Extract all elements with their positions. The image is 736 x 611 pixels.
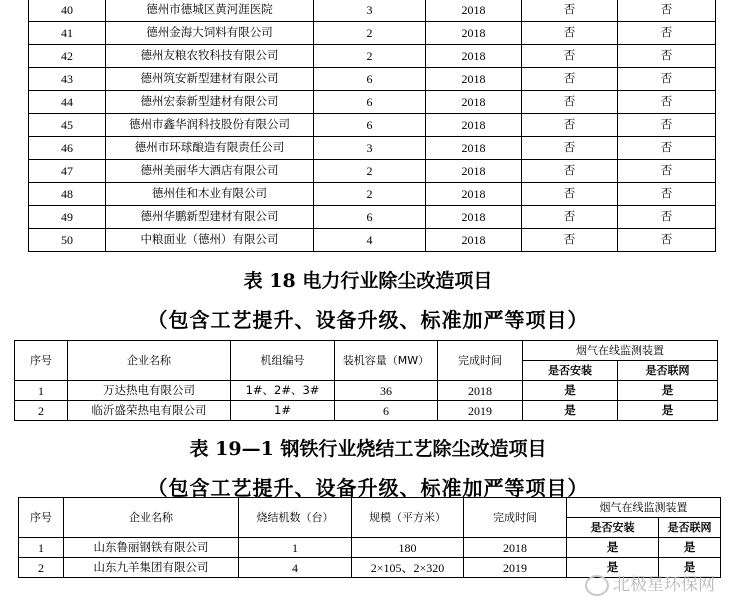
table-cell: 是 xyxy=(618,401,718,421)
header-networked: 是否联网 xyxy=(618,361,718,381)
table-cell: 否 xyxy=(618,22,716,45)
table-cell: 德州筑安新型建材有限公司 xyxy=(106,68,314,91)
table-cell: 1# xyxy=(231,401,335,421)
table-cell: 42 xyxy=(29,45,106,68)
table-cell: 41 xyxy=(29,22,106,45)
header-seq: 序号 xyxy=(19,498,64,538)
table-row xyxy=(29,22,716,45)
watermark xyxy=(585,570,715,596)
table-cell: 4 xyxy=(239,558,352,578)
table-cell: 否 xyxy=(522,114,618,137)
table-18 xyxy=(14,340,718,421)
table-cell: 否 xyxy=(522,206,618,229)
table-cell: 6 xyxy=(335,401,438,421)
table-cell: 否 xyxy=(522,68,618,91)
table-cell: 2 xyxy=(19,558,64,578)
wechat-icon xyxy=(585,575,609,596)
table-row xyxy=(29,137,716,160)
table-cell: 2018 xyxy=(426,45,522,68)
table-cell: 2018 xyxy=(464,538,567,558)
watermark-text: 北极星环保网 xyxy=(613,575,715,595)
table-cell: 2018 xyxy=(426,229,522,252)
table-cell: 2 xyxy=(314,22,426,45)
header-capacity: 装机容量（MW） xyxy=(335,341,438,381)
table-cell: 德州华鹏新型建材有限公司 xyxy=(106,206,314,229)
table-cell: 2018 xyxy=(426,114,522,137)
table-18-title: 表 18 电力行业除尘改造项目 xyxy=(243,270,493,292)
header-scale: 规模（平方米） xyxy=(352,498,464,538)
table-cell: 3 xyxy=(314,137,426,160)
table-row xyxy=(29,45,716,68)
table-cell: 山东鲁丽钢铁有限公司 xyxy=(64,538,239,558)
header-seq: 序号 xyxy=(15,341,68,381)
table-cell: 是 xyxy=(523,381,618,401)
table-cell: 德州佳和木业有限公司 xyxy=(106,183,314,206)
table-cell: 2018 xyxy=(426,22,522,45)
table-cell: 6 xyxy=(314,68,426,91)
table-cell: 否 xyxy=(522,45,618,68)
table-cell: 德州市德城区黄河涯医院 xyxy=(106,0,314,22)
table-row xyxy=(19,538,721,558)
table-row xyxy=(29,160,716,183)
table-cell: 山东九羊集团有限公司 xyxy=(64,558,239,578)
table-cell: 2 xyxy=(15,401,68,421)
table-cell: 1 xyxy=(15,381,68,401)
table-cell: 临沂盛荣热电有限公司 xyxy=(68,401,231,421)
table-cell: 否 xyxy=(618,183,716,206)
table-cell: 2019 xyxy=(464,558,567,578)
table-cell: 45 xyxy=(29,114,106,137)
table-row xyxy=(15,381,718,401)
table-cell: 否 xyxy=(522,22,618,45)
table-cell: 否 xyxy=(618,68,716,91)
header-count: 烧结机数（台） xyxy=(239,498,352,538)
table-cell: 2 xyxy=(314,160,426,183)
table-17-body xyxy=(29,0,716,252)
table-cell: 46 xyxy=(29,137,106,160)
table-row xyxy=(29,68,716,91)
table-cell: 6 xyxy=(314,206,426,229)
table-cell: 2018 xyxy=(426,91,522,114)
table-cell: 2018 xyxy=(426,160,522,183)
table-cell: 否 xyxy=(618,0,716,22)
table-cell: 6 xyxy=(314,114,426,137)
table-cell: 否 xyxy=(522,229,618,252)
table-cell: 否 xyxy=(618,229,716,252)
table-row xyxy=(29,114,716,137)
table-row xyxy=(29,206,716,229)
table-cell: 2018 xyxy=(426,0,522,22)
table-18-body xyxy=(15,381,718,421)
table-cell: 49 xyxy=(29,206,106,229)
header-installed: 是否安装 xyxy=(523,361,618,381)
table-cell: 德州市环球酿造有限责任公司 xyxy=(106,137,314,160)
table-cell: 德州美丽华大酒店有限公司 xyxy=(106,160,314,183)
table-cell: 德州友粮农牧科技有限公司 xyxy=(106,45,314,68)
table-cell: 是 xyxy=(567,558,659,578)
header-monitor: 烟气在线监测装置 xyxy=(567,498,721,518)
table-cell: 2 xyxy=(314,45,426,68)
header-finish: 完成时间 xyxy=(438,341,523,381)
table-cell: 50 xyxy=(29,229,106,252)
table-row xyxy=(15,401,718,421)
header-finish: 完成时间 xyxy=(464,498,567,538)
table-cell: 万达热电有限公司 xyxy=(68,381,231,401)
table-cell: 是 xyxy=(567,538,659,558)
table-cell: 是 xyxy=(523,401,618,421)
table-row xyxy=(29,229,716,252)
table-cell: 2018 xyxy=(426,137,522,160)
table-cell: 德州金海大饲料有限公司 xyxy=(106,22,314,45)
table-19-1 xyxy=(18,497,721,578)
table-19-subtitle: （包含工艺提升、设备升级、标准加严等项目） xyxy=(147,476,589,500)
table-cell: 是 xyxy=(659,538,721,558)
table-cell: 2019 xyxy=(438,401,523,421)
table-row xyxy=(29,91,716,114)
table-cell: 否 xyxy=(618,137,716,160)
header-company: 企业名称 xyxy=(64,498,239,538)
table-cell: 2×105、2×320 xyxy=(352,558,464,578)
table-cell: 是 xyxy=(659,558,721,578)
table-cell: 否 xyxy=(618,114,716,137)
table-cell: 否 xyxy=(522,137,618,160)
header-unit-no: 机组编号 xyxy=(231,341,335,381)
table-cell: 180 xyxy=(352,538,464,558)
table-cell: 43 xyxy=(29,68,106,91)
table-cell: 2018 xyxy=(426,68,522,91)
table-cell: 否 xyxy=(618,160,716,183)
table-cell: 是 xyxy=(618,381,718,401)
table-cell: 1 xyxy=(239,538,352,558)
table-cell: 否 xyxy=(522,160,618,183)
table-cell: 1#、2#、3# xyxy=(231,381,335,401)
table-cell: 1 xyxy=(19,538,64,558)
header-company: 企业名称 xyxy=(68,341,231,381)
table-19-title: 表 19—1 钢铁行业烧结工艺除尘改造项目 xyxy=(189,438,547,460)
table-cell: 2018 xyxy=(426,206,522,229)
table-cell: 否 xyxy=(618,45,716,68)
table-cell: 否 xyxy=(618,91,716,114)
table-cell: 40 xyxy=(29,0,106,22)
table-cell: 否 xyxy=(522,91,618,114)
table-cell: 德州宏泰新型建材有限公司 xyxy=(106,91,314,114)
table-cell: 2 xyxy=(314,183,426,206)
header-networked: 是否联网 xyxy=(659,518,721,538)
table-cell: 2018 xyxy=(426,183,522,206)
table-cell: 6 xyxy=(314,91,426,114)
table-cell: 否 xyxy=(618,206,716,229)
table-cell: 44 xyxy=(29,91,106,114)
table-row xyxy=(29,183,716,206)
table-cell: 否 xyxy=(522,0,618,22)
table-18-subtitle: （包含工艺提升、设备升级、标准加严等项目） xyxy=(147,308,589,332)
table-row xyxy=(29,0,716,22)
table-cell: 48 xyxy=(29,183,106,206)
table-cell: 3 xyxy=(314,0,426,22)
header-installed: 是否安装 xyxy=(567,518,659,538)
table-cell: 47 xyxy=(29,160,106,183)
table-17 xyxy=(28,0,716,252)
table-cell: 中粮面业（德州）有限公司 xyxy=(106,229,314,252)
table-cell: 36 xyxy=(335,381,438,401)
table-cell: 2018 xyxy=(438,381,523,401)
table-cell: 德州市鑫华润科技股份有限公司 xyxy=(106,114,314,137)
table-cell: 否 xyxy=(522,183,618,206)
table-cell: 4 xyxy=(314,229,426,252)
header-monitor: 烟气在线监测装置 xyxy=(523,341,718,361)
